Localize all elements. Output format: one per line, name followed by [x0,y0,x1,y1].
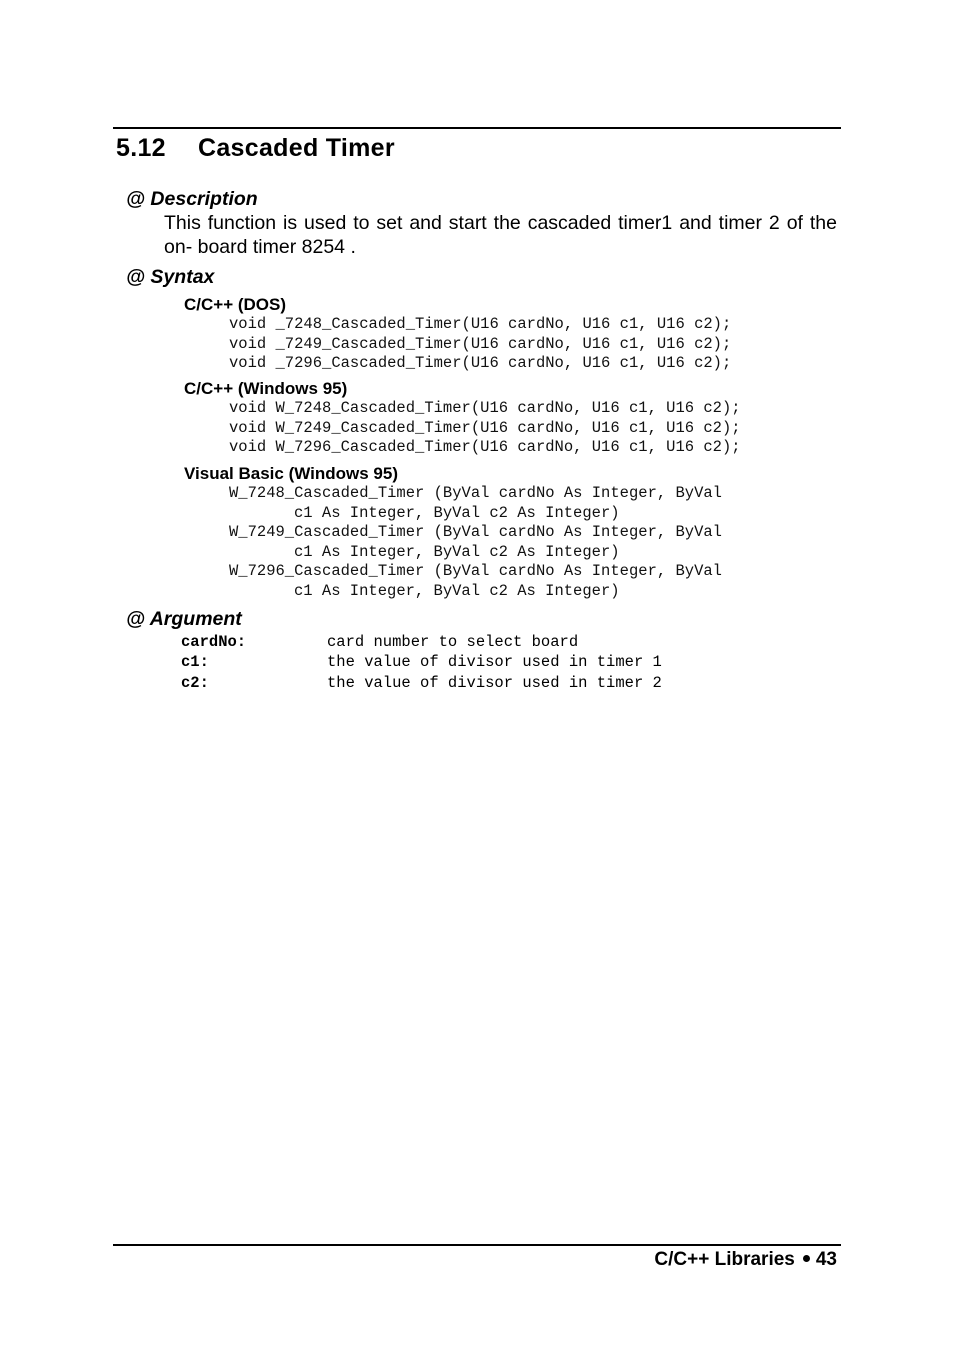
section-number: 5.12 [116,134,166,162]
argument-heading: @ Argument [126,608,242,630]
syntax-dos-code [229,315,731,374]
description-text: This function is used to set and start the cascaded timer1 and timer 2 of the on- board timer 8254 . [164,212,837,258]
argument-row [181,653,881,673]
section-title-text: Cascaded Timer [198,134,395,162]
code-line: void _7249_Cascaded_Timer(U16 cardNo, U16 c1, U16 c2); [229,334,732,353]
page-footer [654,1249,837,1271]
footer-text: C/C++ Libraries [654,1249,795,1270]
argument-desc: the value of divisor used in timer 1 [327,653,662,671]
syntax-dos-label: C/C++ (DOS) [184,295,287,314]
code-line: void _7296_Cascaded_Timer(U16 cardNo, U16 c1, U16 c2); [229,354,732,372]
code-line: void W_7248_Cascaded_Timer(U16 cardNo, U16 c1, U16 c2); [229,399,741,417]
syntax-win95-code [229,399,741,458]
page-number: 43 [815,1249,837,1270]
argument-name: cardNo: [181,633,247,651]
code-line: void _7248_Cascaded_Timer(U16 cardNo, U16 c1, U16 c2); [229,315,732,333]
argument-name: c2: [181,674,209,692]
footer-rule [113,1244,841,1246]
bullet-icon [803,1255,810,1262]
code-line: W_7249_Cascaded_Timer (ByVal cardNo As Integer, ByVal [229,523,722,541]
argument-name: c1: [181,653,209,671]
code-line: W_7296_Cascaded_Timer (ByVal cardNo As Integer, ByVal [229,562,722,580]
argument-desc: card number to select board [327,633,579,651]
code-line: W_7248_Cascaded_Timer (ByVal cardNo As Integer, ByVal [229,484,722,502]
code-line-continuation: c1 As Integer, ByVal c2 As Integer) [294,581,620,600]
argument-row [181,674,881,694]
description-heading: @ Description [126,188,258,210]
code-line-continuation: c1 As Integer, ByVal c2 As Integer) [294,542,620,561]
syntax-vb-label: Visual Basic (Windows 95) [184,464,398,483]
argument-desc: the value of divisor used in timer 2 [327,674,662,692]
code-line-continuation: c1 As Integer, ByVal c2 As Integer) [294,503,620,522]
code-line: void W_7249_Cascaded_Timer(U16 cardNo, U16 c1, U16 c2); [229,418,741,437]
code-line: void W_7296_Cascaded_Timer(U16 cardNo, U16 c1, U16 c2); [229,438,741,456]
syntax-heading: @ Syntax [126,266,215,288]
syntax-vb-code [229,484,722,601]
header-rule [113,127,841,129]
argument-row [181,633,881,653]
syntax-win95-label: C/C++ (Windows 95) [184,379,348,398]
section-title [116,134,395,163]
